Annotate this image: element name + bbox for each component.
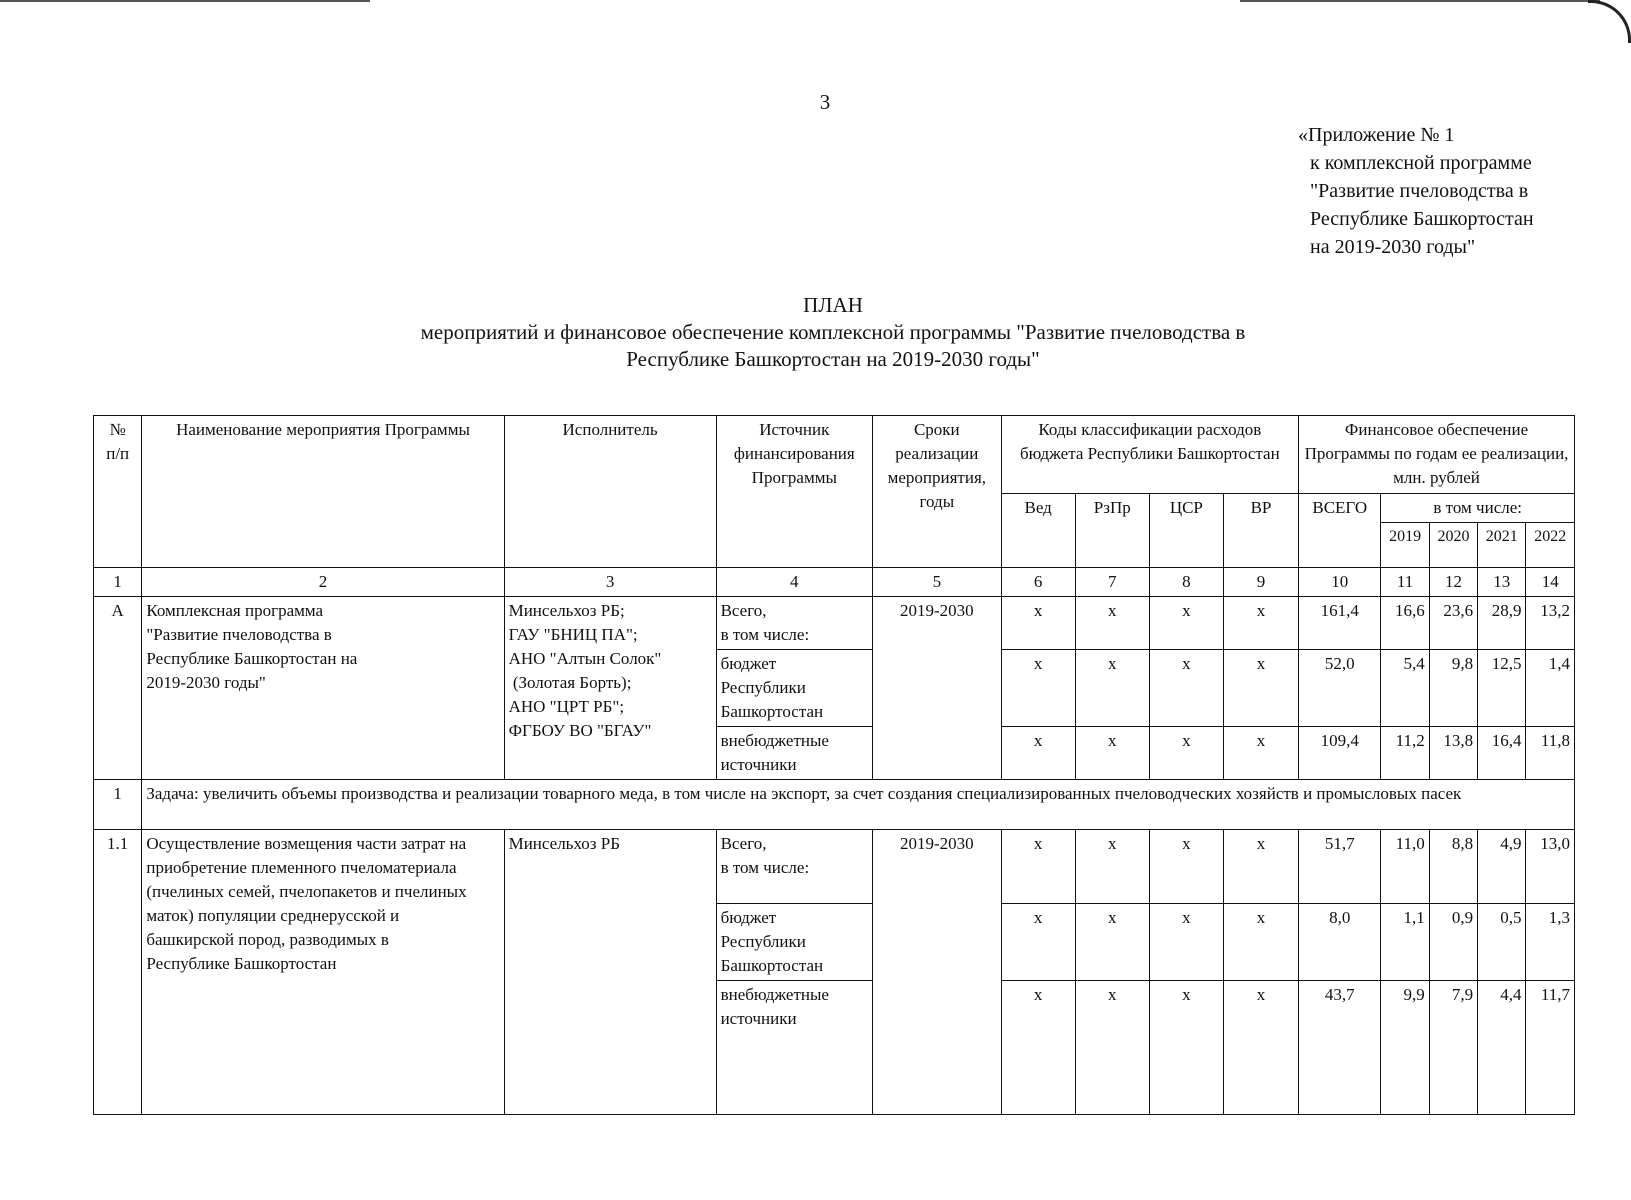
row-1-1-number: 1.1 xyxy=(94,830,142,1115)
document-title xyxy=(250,292,1416,373)
total-cell: 52,0 xyxy=(1299,650,1381,727)
row-1-1-name: Осуществление возмещения части затрат на приобретение племенного пчеломатериала (пчелиных семей, пчелопакетов и пчелиных маток) популяции среднерусской и башкирской пород, разводимых в Республике Башкортостан xyxy=(142,830,504,1115)
code-cell: х xyxy=(1075,597,1149,650)
code-cell: х xyxy=(1075,904,1149,981)
title-heading: ПЛАН xyxy=(803,293,863,317)
total-cell: 8,0 xyxy=(1299,904,1381,981)
code-cell: х xyxy=(1001,597,1075,650)
header-name: Наименование мероприятия Программы xyxy=(142,416,504,568)
code-cell: х xyxy=(1149,597,1223,650)
source-cell: бюджет Республики Башкортостан xyxy=(716,904,872,981)
appendix-note xyxy=(1298,121,1534,261)
column-number: 11 xyxy=(1381,568,1429,597)
header-num: № п/п xyxy=(94,416,142,568)
year-value: 9,8 xyxy=(1429,650,1477,727)
year-value: 13,0 xyxy=(1526,830,1575,904)
appendix-line: к комплексной программе xyxy=(1310,152,1532,174)
code-cell: х xyxy=(1223,981,1298,1115)
year-value: 23,6 xyxy=(1429,597,1477,650)
header-year-2020: 2020 xyxy=(1429,523,1477,568)
row-1-1-terms: 2019-2030 xyxy=(873,830,1002,1115)
code-cell: х xyxy=(1223,904,1298,981)
column-numbers-row xyxy=(94,568,1575,597)
title-line: мероприятий и финансовое обеспечение комплексной программы "Развитие пчеловодства в xyxy=(420,320,1246,344)
year-value: 4,9 xyxy=(1478,830,1526,904)
row-1-1-executor: Минсельхоз РБ xyxy=(504,830,716,1115)
column-number: 5 xyxy=(873,568,1002,597)
code-cell: х xyxy=(1001,981,1075,1115)
column-number: 3 xyxy=(504,568,716,597)
code-cell: х xyxy=(1001,830,1075,904)
year-value: 0,5 xyxy=(1478,904,1526,981)
appendix-line: на 2019-2030 годы" xyxy=(1310,236,1476,258)
code-cell: х xyxy=(1075,727,1149,780)
column-number: 7 xyxy=(1075,568,1149,597)
appendix-line: «Приложение № 1 xyxy=(1298,124,1455,146)
year-value: 4,4 xyxy=(1478,981,1526,1115)
year-value: 11,2 xyxy=(1381,727,1429,780)
year-value: 16,4 xyxy=(1478,727,1526,780)
column-number: 4 xyxy=(716,568,872,597)
row-a-executor: Минсельхоз РБ; ГАУ "БНИЦ ПА"; АНО "Алтын Солок" (Золотая Борть); АНО "ЦРТ РБ"; ФГБОУ ВО "БГАУ" xyxy=(504,597,716,780)
code-cell: х xyxy=(1223,727,1298,780)
column-number: 10 xyxy=(1299,568,1381,597)
header-ved: Вед xyxy=(1001,494,1075,568)
total-cell: 43,7 xyxy=(1299,981,1381,1115)
table-row xyxy=(94,830,1575,904)
title-line: Республике Башкортостан на 2019-2030 годы" xyxy=(626,347,1040,371)
code-cell: х xyxy=(1075,981,1149,1115)
code-cell: х xyxy=(1149,650,1223,727)
source-cell: бюджет Республики Башкортостан xyxy=(716,650,872,727)
year-value: 11,7 xyxy=(1526,981,1575,1115)
year-value: 0,9 xyxy=(1429,904,1477,981)
row-a-name: Комплексная программа "Развитие пчеловодства в Республике Башкортостан на 2019-2030 годы" xyxy=(142,597,504,780)
column-number: 14 xyxy=(1526,568,1575,597)
scan-edge-corner xyxy=(1588,0,1631,43)
header-rzpr: РзПр xyxy=(1075,494,1149,568)
column-number: 1 xyxy=(94,568,142,597)
year-value: 9,9 xyxy=(1381,981,1429,1115)
page-number: 3 xyxy=(819,90,831,114)
header-terms: Сроки реализации мероприятия, годы xyxy=(873,416,1002,568)
source-cell: Всего, в том числе: xyxy=(716,830,872,904)
header-source: Источник финансирования Программы xyxy=(716,416,872,568)
appendix-line: Республике Башкортостан xyxy=(1310,208,1534,230)
code-cell: х xyxy=(1149,904,1223,981)
year-value: 1,4 xyxy=(1526,650,1575,727)
year-value: 11,8 xyxy=(1526,727,1575,780)
scan-edge-top xyxy=(0,0,1631,6)
appendix-line: "Развитие пчеловодства в xyxy=(1310,180,1529,202)
plan-table xyxy=(93,415,1575,1115)
year-value: 1,3 xyxy=(1526,904,1575,981)
column-number: 9 xyxy=(1223,568,1298,597)
header-executor: Исполнитель xyxy=(504,416,716,568)
year-value: 13,8 xyxy=(1429,727,1477,780)
header-csr: ЦСР xyxy=(1149,494,1223,568)
task-number: 1 xyxy=(94,780,142,830)
column-number: 8 xyxy=(1149,568,1223,597)
code-cell: х xyxy=(1001,650,1075,727)
total-cell: 161,4 xyxy=(1299,597,1381,650)
header-finance-group: Финансовое обеспечение Программы по годам ее реализации, млн. рублей xyxy=(1299,416,1575,494)
column-number: 13 xyxy=(1478,568,1526,597)
total-cell: 109,4 xyxy=(1299,727,1381,780)
code-cell: х xyxy=(1001,727,1075,780)
row-a-number: А xyxy=(94,597,142,780)
header-total: ВСЕГО xyxy=(1299,494,1381,568)
code-cell: х xyxy=(1223,650,1298,727)
code-cell: х xyxy=(1149,981,1223,1115)
code-cell: х xyxy=(1149,727,1223,780)
year-value: 5,4 xyxy=(1381,650,1429,727)
code-cell: х xyxy=(1075,650,1149,727)
year-value: 13,2 xyxy=(1526,597,1575,650)
source-cell: внебюджетные источники xyxy=(716,981,872,1115)
code-cell: х xyxy=(1223,830,1298,904)
year-value: 28,9 xyxy=(1478,597,1526,650)
column-number: 12 xyxy=(1429,568,1477,597)
year-value: 7,9 xyxy=(1429,981,1477,1115)
column-number: 2 xyxy=(142,568,504,597)
source-cell: Всего, в том числе: xyxy=(716,597,872,650)
header-including: в том числе: xyxy=(1381,494,1575,523)
code-cell: х xyxy=(1223,597,1298,650)
column-number: 6 xyxy=(1001,568,1075,597)
code-cell: х xyxy=(1149,830,1223,904)
header-year-2022: 2022 xyxy=(1526,523,1575,568)
year-value: 8,8 xyxy=(1429,830,1477,904)
task-row xyxy=(94,780,1575,830)
task-text: Задача: увеличить объемы производства и реализации товарного меда, в том числе на экспорт, за счет создания специализированных пчеловодческих хозяйств и промысловых пасек xyxy=(142,780,1575,830)
table-row xyxy=(94,597,1575,650)
header-codes-group: Коды классификации расходов бюджета Республики Башкортостан xyxy=(1001,416,1298,494)
year-value: 16,6 xyxy=(1381,597,1429,650)
total-cell: 51,7 xyxy=(1299,830,1381,904)
code-cell: х xyxy=(1075,830,1149,904)
header-year-2019: 2019 xyxy=(1381,523,1429,568)
source-cell: внебюджетные источники xyxy=(716,727,872,780)
row-a-terms: 2019-2030 xyxy=(873,597,1002,780)
header-vr: ВР xyxy=(1223,494,1298,568)
year-value: 1,1 xyxy=(1381,904,1429,981)
year-value: 11,0 xyxy=(1381,830,1429,904)
code-cell: х xyxy=(1001,904,1075,981)
year-value: 12,5 xyxy=(1478,650,1526,727)
header-year-2021: 2021 xyxy=(1478,523,1526,568)
